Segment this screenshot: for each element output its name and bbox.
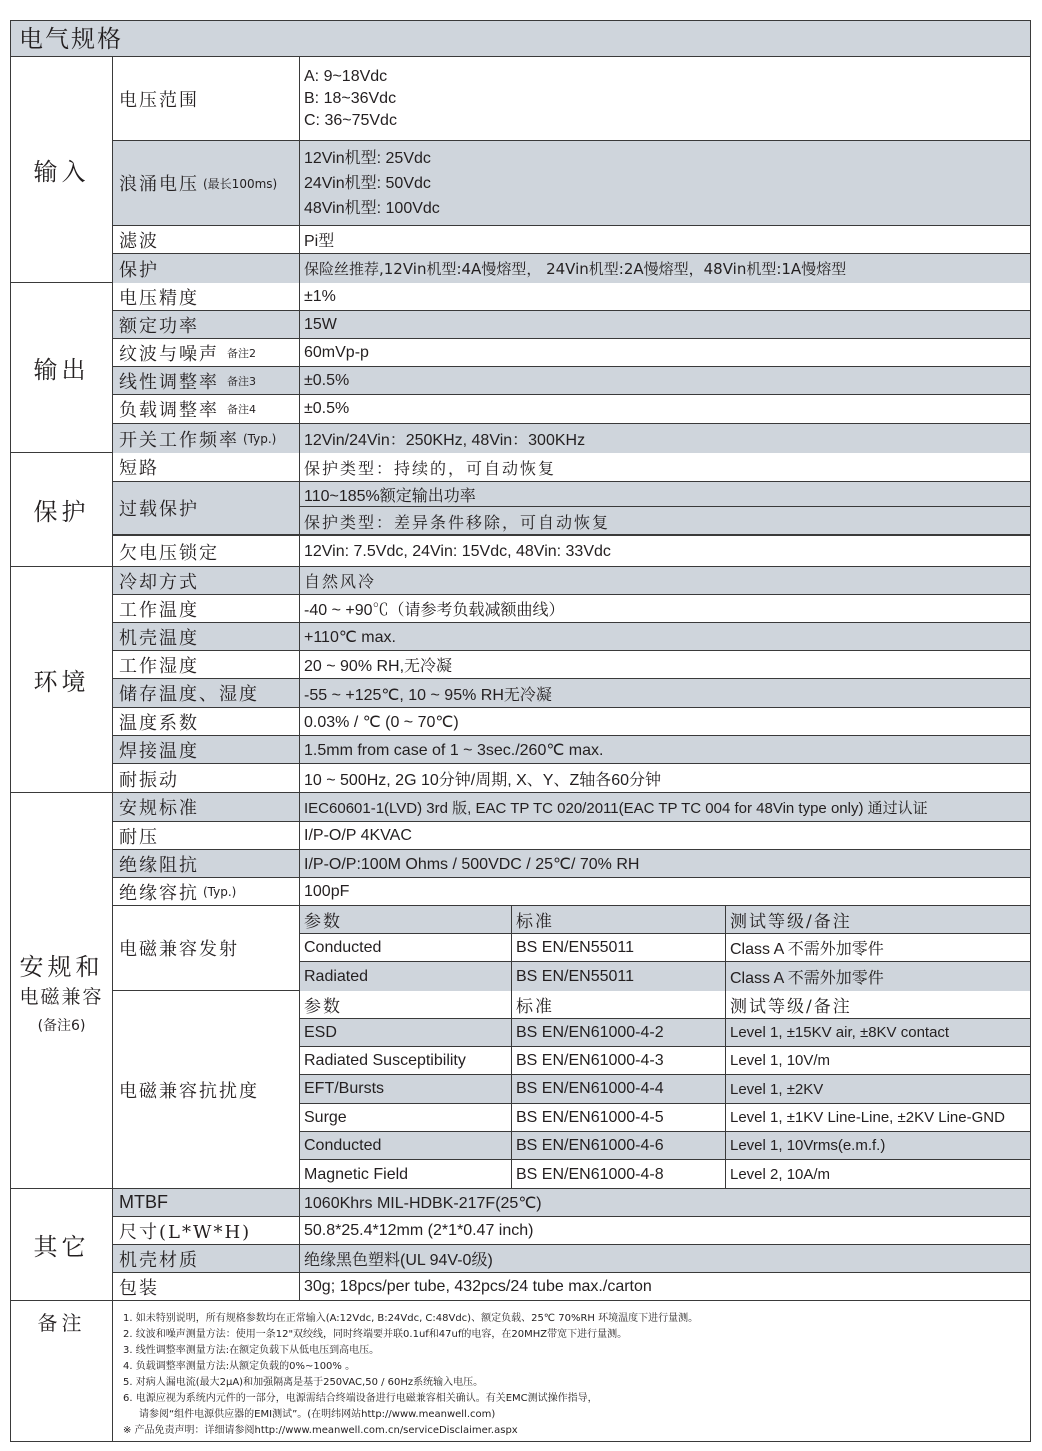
row-label: MTBF [113, 1189, 300, 1216]
row-output [113, 367, 1030, 395]
note-line: 1. 如未特别说明，所有规格参数均在正常输入(A:12Vdc, B:24Vdc, C:48Vdc)、额定负载、25℃ 70%RH 环境温度下进行量测。 [123, 1313, 699, 1324]
table-cell: BS EN/EN61000-4-8 [512, 1160, 726, 1189]
section-name: 保护 [11, 453, 113, 566]
row-value: 1060Khrs MIL-HDBK-217F(25℃) [304, 1194, 542, 1212]
row-value: 50.8*25.4*12mm (2*1*0.47 inch) [304, 1221, 534, 1239]
row-others [113, 1189, 1030, 1217]
row-output [113, 339, 1030, 367]
row-label: 机壳材质 [113, 1245, 300, 1272]
row-value [300, 141, 1030, 225]
row-output [113, 283, 1030, 311]
value-line: 48Vin机型: 100Vdc [304, 199, 440, 217]
section-name: 备注 [11, 1301, 113, 1441]
row-value: Pi型 [304, 233, 335, 250]
table-row [300, 1160, 1030, 1189]
header-cell: 参数 [300, 906, 512, 933]
table-row [300, 1019, 1030, 1047]
spec-table [10, 20, 1031, 1442]
table-row [300, 1132, 1030, 1160]
row-protection [113, 254, 1030, 283]
table-row [300, 1075, 1030, 1104]
section-others [11, 1189, 1030, 1301]
table-cell: Level 1, ±1KV Line-Line, ±2KV Line-GND [730, 1109, 1005, 1126]
row-label: 负载调整率 备注4 [113, 395, 300, 423]
table-cell: BS EN/EN55011 [512, 934, 726, 961]
header-cell: 参数 [300, 991, 512, 1018]
row-environment [113, 679, 1030, 708]
row-value: -40 ~ +90℃（请参考负载减额曲线） [304, 602, 565, 619]
table-row [300, 1047, 1030, 1075]
table-header [300, 906, 1030, 934]
row-label: 温度系数 [113, 708, 300, 735]
section-name: 环境 [11, 567, 113, 792]
row-filter [113, 226, 1030, 254]
row-label: 浪涌电压 (最长100ms) [113, 141, 300, 225]
table-cell: BS EN/EN61000-4-5 [512, 1104, 726, 1131]
table-cell: BS EN/EN61000-4-6 [512, 1132, 726, 1159]
row-environment [113, 623, 1030, 651]
value-line: A: 9~18Vdc [304, 67, 388, 85]
table-cell: Level 1, ±15KV air, ±8KV contact [730, 1024, 950, 1041]
section-name: 输入 [11, 57, 113, 282]
row-environment [113, 708, 1030, 736]
row-safety [113, 793, 1030, 822]
note-line: ※ 产品免责声明：详细请参阅http://www.meanwell.com.cn/serviceDisclaimer.aspx [123, 1425, 518, 1436]
note-line: 4. 负载调整率测量方法:从额定负载的0%~100% 。 [123, 1361, 356, 1372]
row-safety [113, 878, 1030, 906]
row-value: 20 ~ 90% RH,无冷凝 [304, 658, 453, 675]
table-cell: Magnetic Field [300, 1160, 512, 1189]
row-label: 电磁兼容发射 [113, 906, 300, 990]
notes-list [113, 1301, 1030, 1441]
row-value: I/P-O/P 4KVAC [304, 826, 412, 844]
row-surge [113, 141, 1030, 226]
row-label: 开关工作频率 (Typ.) [113, 424, 300, 453]
table-cell: Radiated Susceptibility [300, 1047, 512, 1074]
row-label: 安规标准 [113, 793, 300, 821]
row-value: 12Vin: 7.5Vdc, 24Vin: 15Vdc, 48Vin: 33Vdc [304, 542, 611, 560]
row-uvlo [113, 535, 1030, 567]
row-label: 电磁兼容抗扰度 [113, 991, 300, 1189]
row-label: 尺寸(L*W*H) [113, 1217, 300, 1244]
row-label: 冷却方式 [113, 567, 300, 594]
header-cell: 测试等级/备注 [730, 997, 852, 1017]
note-line: 2. 纹波和噪声测量方法：使用一条12"双绞线，同时终端要并联0.1uf和47uf的电容，在20MHZ带宽下进行量测。 [123, 1329, 628, 1340]
row-environment [113, 595, 1030, 623]
table-cell: Surge [300, 1104, 512, 1131]
table-cell: Class A 不需外加零件 [730, 941, 884, 958]
row-label: 过载保护 [113, 482, 300, 534]
emi-table [300, 906, 1030, 990]
row-value [300, 57, 1030, 140]
table-cell: BS EN/EN55011 [512, 962, 726, 991]
note-line: 请参阅“组件电源供应器的EMI测试”。(在明纬网站http://www.meanwell.com) [139, 1409, 496, 1420]
value-line: C: 36~75Vdc [304, 111, 397, 129]
header-cell: 测试等级/备注 [730, 912, 852, 932]
row-label: 工作湿度 [113, 651, 300, 678]
row-label: 纹波与噪声 备注2 [113, 339, 300, 366]
value-line: 110~185%额定输出功率 [300, 482, 1030, 507]
row-value: 30g; 18pcs/per tube, 432pcs/24 tube max./carton [304, 1278, 652, 1295]
table-cell: BS EN/EN61000-4-2 [512, 1019, 726, 1046]
row-value: 绝缘黑色塑料(UL 94V-0级) [304, 1252, 493, 1269]
table-cell: BS EN/EN61000-4-3 [512, 1047, 726, 1074]
row-label: 耐压 [113, 822, 300, 849]
row-label: 储存温度、湿度 [113, 679, 300, 707]
table-cell: ESD [300, 1019, 512, 1046]
row-value: ±0.5% [304, 400, 350, 417]
row-value: 0.03% / ℃ (0 ~ 70℃) [304, 713, 459, 731]
row-value: 10 ~ 500Hz, 2G 10分钟/周期, X、Y、Z轴各60分钟 [304, 772, 662, 789]
section-notes [11, 1301, 1030, 1441]
row-others [113, 1273, 1030, 1301]
row-label: 绝缘阻抗 [113, 850, 300, 877]
row-ems [113, 991, 1030, 1189]
row-emi [113, 906, 1030, 991]
table-cell: Conducted [300, 1132, 512, 1159]
table-header [300, 991, 1030, 1019]
table-cell: EFT/Bursts [300, 1075, 512, 1103]
row-value: 1.5mm from case of 1 ~ 3sec./260℃ max. [304, 741, 604, 759]
row-overload [113, 482, 1030, 535]
row-label: 耐振动 [113, 764, 300, 793]
row-value: 12Vin/24Vin：250KHz, 48Vin：300KHz [304, 432, 586, 449]
value-line: 12Vin机型: 25Vdc [304, 149, 431, 167]
section-safety-emc [11, 793, 1030, 1189]
note-line: 6. 电源应视为系统内元件的一部分，电源需结合终端设备进行电磁兼容相关确认。有关EMC测试操作指导， [123, 1393, 598, 1404]
table-row [300, 1104, 1030, 1132]
section-name: 安规和 电磁兼容 (备注6) [11, 793, 113, 1188]
row-value: ±0.5% [304, 371, 350, 389]
value-line: 24Vin机型: 50Vdc [304, 174, 431, 192]
row-safety [113, 822, 1030, 850]
row-value: 60mVp-p [304, 343, 369, 361]
section-protection [11, 453, 1030, 567]
ems-table [300, 991, 1030, 1189]
row-value: I/P-O/P:100M Ohms / 500VDC / 25℃/ 70% RH [304, 855, 640, 873]
row-label: 短路 [113, 453, 300, 481]
row-label: 额定功率 [113, 311, 300, 338]
row-safety [113, 850, 1030, 878]
row-short-circuit [113, 453, 1030, 482]
row-value: 15W [304, 315, 337, 333]
table-cell: Radiated [300, 962, 512, 991]
table-title: 电气规格 [11, 21, 1030, 57]
row-label: 保护 [113, 254, 300, 283]
table-cell: Level 1, 10Vrms(e.m.f.) [730, 1137, 886, 1154]
row-value: 保护类型：持续的，可自动恢复 [304, 458, 557, 478]
section-input [11, 57, 1030, 283]
row-environment [113, 764, 1030, 793]
table-row [300, 934, 1030, 962]
section-name: 其它 [11, 1189, 113, 1300]
row-output [113, 311, 1030, 339]
section-output [11, 283, 1030, 453]
section-name: 输出 [11, 283, 113, 452]
row-environment [113, 736, 1030, 764]
table-cell: Level 1, ±2KV [730, 1080, 824, 1098]
row-value: 自然风冷 [304, 572, 377, 591]
header-cell: 标准 [512, 906, 726, 933]
row-label: 欠电压锁定 [113, 536, 300, 567]
row-value: 保险丝推荐,12Vin机型:4A慢熔型， 24Vin机型:2A慢熔型，48Vin机型:1A慢熔型 [304, 260, 847, 278]
row-label: 机壳温度 [113, 623, 300, 650]
value-line: B: 18~36Vdc [304, 89, 397, 107]
row-others [113, 1217, 1030, 1245]
row-value [300, 482, 1030, 534]
table-cell: Class A 不需外加零件 [730, 970, 884, 987]
row-label: 电压范围 [113, 57, 300, 140]
row-label: 焊接温度 [113, 736, 300, 763]
row-label: 工作温度 [113, 595, 300, 622]
row-label: 线性调整率 备注3 [113, 367, 300, 394]
section-environment [11, 567, 1030, 793]
row-voltage-range [113, 57, 1030, 141]
value-line: 保护类型：差异条件移除，可自动恢复 [300, 507, 1030, 534]
row-value: IEC60601-1(LVD) 3rd 版, EAC TP TC 020/2011(EAC TP TC 004 for 48Vin type only) 通过认证 [304, 799, 928, 817]
table-cell: Level 2, 10A/m [730, 1166, 831, 1183]
row-value: ±1% [304, 287, 336, 305]
row-output [113, 395, 1030, 424]
row-value: -55 ~ +125℃, 10 ~ 95% RH无冷凝 [304, 686, 552, 704]
note-line: 5. 对病人漏电流(最大2μA)和加强隔离是基于250VAC,50 / 60Hz系统输入电压。 [123, 1377, 484, 1388]
header-cell: 标准 [512, 991, 726, 1018]
row-label: 包装 [113, 1273, 300, 1301]
row-label: 绝缘容抗 (Typ.) [113, 878, 300, 905]
table-cell: Conducted [300, 934, 512, 961]
row-output [113, 424, 1030, 453]
row-environment [113, 567, 1030, 595]
table-cell: BS EN/EN61000-4-4 [512, 1075, 726, 1103]
row-value: 100pF [304, 882, 350, 900]
note-line: 3. 线性调整率测量方法:在额定负载下从低电压到高电压。 [123, 1345, 380, 1356]
row-others [113, 1245, 1030, 1273]
table-row [300, 962, 1030, 991]
row-environment [113, 651, 1030, 679]
row-label: 电压精度 [113, 283, 300, 310]
table-cell: Level 1, 10V/m [730, 1052, 831, 1069]
row-label: 滤波 [113, 226, 300, 253]
row-value: +110℃ max. [304, 628, 396, 646]
